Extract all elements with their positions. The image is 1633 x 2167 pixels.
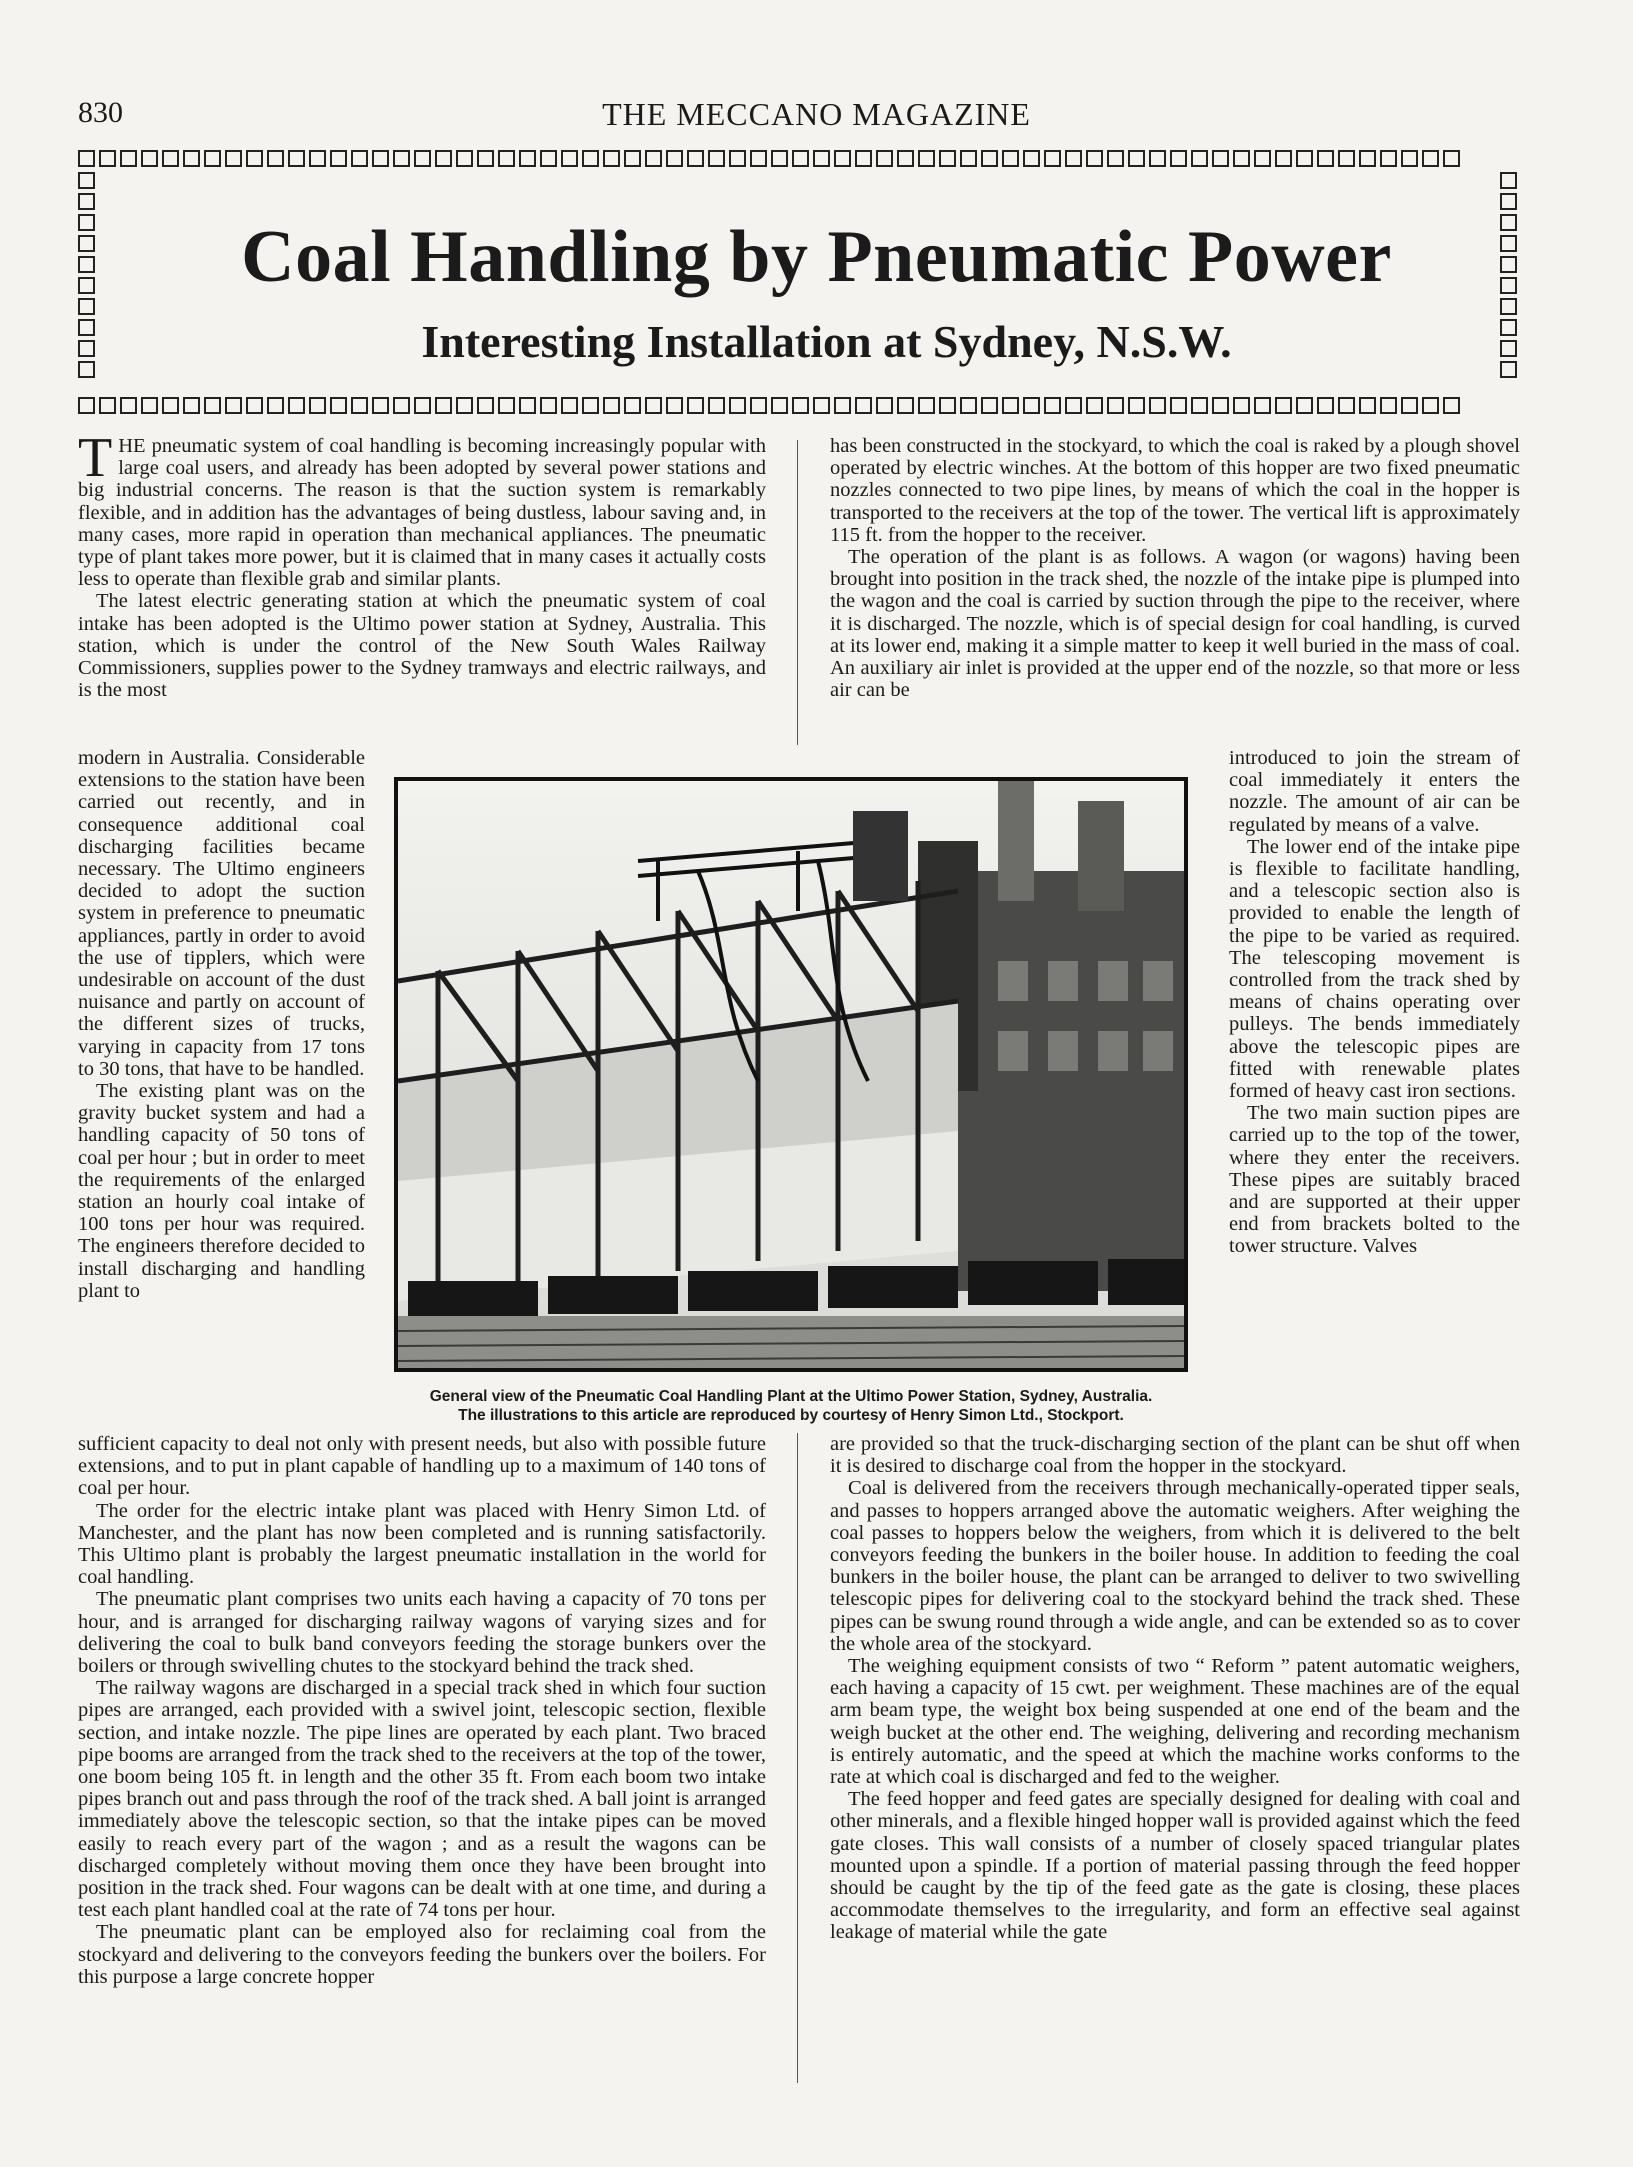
border-square [330, 150, 347, 167]
border-square [813, 150, 830, 167]
page-number: 830 [78, 96, 123, 129]
border-square [603, 150, 620, 167]
border-square [876, 397, 893, 414]
border-square [1170, 150, 1187, 167]
border-square [141, 150, 158, 167]
border-square [414, 397, 431, 414]
paragraph: The feed hopper and feed gates are specially designed for dealing with coal and other minerals, and a flexible hinged hopper wall is provided against which the feed gate closes. This wall consists of a number of closely spaced triangular plates mounted upon a spindle. If a portion of material passing through the feed hopper should be caught by the tip of the feed gate as the gate is closing, these places accommodate themselves to the irregularity, and form an effective seal against leakage of material while the gate [830, 1788, 1520, 1944]
plant-photograph [394, 777, 1188, 1372]
border-square [708, 397, 725, 414]
border-square [99, 150, 116, 167]
border-square [120, 397, 137, 414]
right-column-wrap [1229, 747, 1520, 1258]
border-square [435, 150, 452, 167]
border-square [981, 397, 998, 414]
border-square [540, 397, 557, 414]
border-square [1338, 150, 1355, 167]
border-square [1317, 397, 1334, 414]
border-square [708, 150, 725, 167]
column-divider [797, 440, 798, 745]
border-square [666, 397, 683, 414]
border-square [1128, 150, 1145, 167]
border-square [183, 150, 200, 167]
border-square [141, 397, 158, 414]
border-square [1191, 150, 1208, 167]
paragraph: introduced to join the stream of coal immediately it enters the nozzle. The amount of air can be regulated by means of a valve. [1229, 747, 1520, 836]
border-square [918, 150, 935, 167]
border-square [1086, 150, 1103, 167]
border-square [1044, 397, 1061, 414]
border-square [204, 150, 221, 167]
border-square [1443, 150, 1460, 167]
left-column-bottom [78, 1433, 766, 1988]
border-square [1170, 397, 1187, 414]
border-square [246, 397, 263, 414]
paragraph: The lower end of the intake pipe is flexible to facilitate handling, and a telescopic section also is provided to enable the length of the pipe to be varied as required. The telescoping movement is controlled from the track shed by means of chains operating over pulleys. The bends immediately above the telescopic pipes are fitted with renewable plates formed of heavy cast iron sections. [1229, 835, 1520, 1103]
border-square [540, 150, 557, 167]
border-square [1401, 150, 1418, 167]
border-square [456, 397, 473, 414]
border-square [792, 150, 809, 167]
border-square [267, 397, 284, 414]
border-square [771, 150, 788, 167]
border-square [288, 397, 305, 414]
paragraph: The operation of the plant is as follows. A wagon (or wagons) having been brought into position in the track shed, the nozzle of the intake pipe is plumped into the wagon and the coal is carried by suction through the pipe to the receiver, where it is discharged. The nozzle, which is of special design for coal handling, is curved at its lower end, making it a simple matter to keep it well buried in the mass of coal. An auxiliary air inlet is provided at the upper end of the nozzle, so that more or less air can be [830, 546, 1520, 702]
border-square [1317, 150, 1334, 167]
border-square [477, 397, 494, 414]
paragraph: are provided so that the truck-discharging section of the plant can be shut off when it is desired to discharge coal from the hopper in the stockyard. [830, 1433, 1520, 1478]
border-square [414, 150, 431, 167]
border-square [1128, 397, 1145, 414]
border-square [981, 150, 998, 167]
border-square [1401, 397, 1418, 414]
border-square [372, 397, 389, 414]
border-square [351, 150, 368, 167]
border-square [1443, 397, 1460, 414]
border-square [1275, 397, 1292, 414]
drop-cap: T [78, 427, 113, 489]
border-square [1254, 397, 1271, 414]
border-square [813, 397, 830, 414]
border-square [99, 397, 116, 414]
border-square [120, 150, 137, 167]
border-square [1149, 150, 1166, 167]
border-square [960, 397, 977, 414]
border-square [1065, 397, 1082, 414]
border-square [393, 397, 410, 414]
border-square [456, 150, 473, 167]
border-square [351, 397, 368, 414]
paragraph: The pneumatic plant can be employed also for reclaiming coal from the stockyard and delivering to the conveyors feeding the bunkers over the boilers. For this purpose a large concrete hopper [78, 1921, 766, 1988]
border-square [1065, 150, 1082, 167]
border-square [729, 150, 746, 167]
border-square [183, 397, 200, 414]
border-square [78, 397, 95, 414]
border-square [1002, 150, 1019, 167]
border-square [477, 150, 494, 167]
left-column-top [78, 427, 766, 702]
border-square [645, 397, 662, 414]
border-square [225, 150, 242, 167]
border-square [1380, 397, 1397, 414]
coal-plant-illustration [398, 781, 1184, 1368]
border-square [834, 150, 851, 167]
border-square [246, 150, 263, 167]
border-square [918, 397, 935, 414]
border-square [645, 150, 662, 167]
paragraph: The latest electric generating station at which the pneumatic system of coal intake has been adopted is the Ultimo power station at Sydney, Australia. This station, which is under the control of the New South Wales Railway Commissioners, supplies power to the Sydney tramways and electric railways, and is the most [78, 590, 766, 702]
border-square [204, 397, 221, 414]
border-square [498, 150, 515, 167]
border-square [624, 397, 641, 414]
border-square [603, 397, 620, 414]
border-square [393, 150, 410, 167]
border-square [1002, 397, 1019, 414]
border-square [1233, 150, 1250, 167]
border-square [1338, 397, 1355, 414]
border-square [162, 397, 179, 414]
border-square [1500, 298, 1517, 315]
border-square [1296, 397, 1313, 414]
left-column-wrap [78, 747, 365, 1302]
border-square [78, 298, 95, 315]
border-square [1500, 172, 1517, 189]
border-square [1212, 397, 1229, 414]
border-square [519, 397, 536, 414]
border-square [939, 397, 956, 414]
paragraph: modern in Australia. Considerable extensions to the station have been carried out recently, and in consequence additional coal discharging facilities became necessary. The Ultimo engineers decided to adopt the suction system in preference to pneumatic appliances, partly in order to avoid the use of tipplers, which were undesirable on account of the dust nuisance and partly on account of the different sizes of trucks, varying in capacity from 17 tons to 30 tons, that have to be handled. [78, 747, 365, 1080]
border-square [1023, 397, 1040, 414]
border-square [750, 397, 767, 414]
border-square [561, 150, 578, 167]
border-square [876, 150, 893, 167]
border-square [1359, 397, 1376, 414]
article-title: Coal Handling by Pneumatic Power [241, 216, 1392, 298]
border-square [1275, 150, 1292, 167]
border-square [288, 150, 305, 167]
magazine-title: THE MECCANO MAGAZINE [602, 96, 1031, 132]
photo-caption [394, 1387, 1188, 1425]
border-square [1023, 150, 1040, 167]
border-square [750, 150, 767, 167]
border-square [1233, 397, 1250, 414]
paragraph: The pneumatic plant comprises two units each having a capacity of 70 tons per hour, and is arranged for discharging railway wagons of varying sizes and for delivering the coal to bulk band conveyors feeding the storage bunkers over the boilers or through swivelling chutes to the stockyard behind the track shed. [78, 1588, 766, 1678]
border-square [771, 397, 788, 414]
border-square [435, 397, 452, 414]
border-square [1107, 397, 1124, 414]
border-square [225, 397, 242, 414]
paragraph: sufficient capacity to deal not only with present needs, but also with possible future extensions, and to put in plant capable of handling up to a maximum of 140 tons of coal per hour. [78, 1433, 766, 1500]
border-square [960, 150, 977, 167]
column-divider [797, 1433, 798, 2083]
border-square [1296, 150, 1313, 167]
border-square [330, 397, 347, 414]
border-square [897, 397, 914, 414]
paragraph: The order for the electric intake plant was placed with Henry Simon Ltd. of Manchester, and the plant has now been completed and is running satisfactorily. This Ultimo plant is probably the largest pneumatic installation in the world for coal handling. [78, 1499, 766, 1589]
border-square [582, 150, 599, 167]
border-square [1212, 150, 1229, 167]
right-column-bottom [830, 1433, 1520, 1944]
border-square [1086, 397, 1103, 414]
border-square [1359, 150, 1376, 167]
paragraph: The weighing equipment consists of two “ Reform ” patent automatic weighers, each having a capacity of 15 cwt. per weighment. These machines are of the equal arm beam type, the weight box being suspended at one end of the beam and the weigh bucket at the other end. The weighing, delivering and recording mechanism is entirely automatic, and the speed at which the machine works conforms to the rate at which coal is discharged and fed to the weigher. [830, 1655, 1520, 1789]
border-square [855, 150, 872, 167]
border-square [729, 397, 746, 414]
border-square [1044, 150, 1061, 167]
border-square [624, 150, 641, 167]
paragraph: Coal is delivered from the receivers through mechanically-operated tipper seals, and passes to hoppers arranged above the automatic weighers. After weighing the coal passes to hoppers below the weighers, from which it is delivered to the belt conveyors feeding the bunkers in the boiler house. In addition to feeding the coal bunkers in the boiler house, the plant can be arranged to deliver to two swivelling telescopic pipes for delivering coal to the stockyard behind the track shed. These pipes can be swung round through a wide angle, and can be extended so as to cover the whole area of the stockyard. [830, 1477, 1520, 1655]
border-square [1191, 397, 1208, 414]
border-square [519, 150, 536, 167]
paragraph: The railway wagons are discharged in a special track shed in which four suction pipes are arranged, each provided with a swivel joint, telescopic section, flexible section, and intake nozzle. The pipe lines are operated by each plant. Two braced pipe booms are arranged from the track shed to the receivers at the top of the tower, one boom being 105 ft. in length and the other 35 ft. From each boom two intake pipes branch out and pass through the roof of the track shed. A ball joint is arranged immediately above the telescopic section, so that the intake pipes can be moved easily to reach every part of the wagon ; and as a result the wagons can be discharged completely without moving them once they have been brought into position in the track shed. Four wagons can be dealt with at one time, and during a test each plant handled coal at the rate of 74 tons per hour. [78, 1677, 766, 1922]
border-square [78, 150, 95, 167]
border-square [309, 150, 326, 167]
paragraph: THE pneumatic system of coal handling is becoming increasingly popular with large coal users, and already has been adopted by several power stations and big industrial concerns. The reason is that the suction system is remarkably flexible, and in addition has the advantages of being dustless, labour saving and, in many cases, more rapid in operation than mechanical appliances. The pneumatic type of plant takes more power, but it is claimed that in many cases it actually costs less to operate than flexible grab and similar plants. [78, 427, 766, 591]
paragraph: has been constructed in the stockyard, to which the coal is raked by a plough shovel operated by electric winches. At the bottom of this hopper are two fixed pneumatic nozzles connected to two pipe lines, by means of which the coal in the hopper is transported to the receivers at the top of the tower. The vertical lift is approximately 115 ft. from the hopper to the receiver. [830, 435, 1520, 546]
border-square [855, 397, 872, 414]
border-square [1380, 150, 1397, 167]
border-square [666, 150, 683, 167]
border-square [687, 397, 704, 414]
border-square [309, 397, 326, 414]
border-square [1149, 397, 1166, 414]
border-square [897, 150, 914, 167]
border-square [1500, 193, 1517, 210]
border-square [162, 150, 179, 167]
border-square [1107, 150, 1124, 167]
right-column-top [830, 435, 1520, 701]
caption-line: General view of the Pneumatic Coal Handling Plant at the Ultimo Power Station, Sydney, Australia. [429, 1388, 1153, 1405]
border-square [1422, 150, 1439, 167]
border-square [792, 397, 809, 414]
border-square [561, 397, 578, 414]
article-subtitle: Interesting Installation at Sydney, N.S.W. [421, 316, 1232, 367]
paragraph: The existing plant was on the gravity bucket system and had a handling capacity of 50 tons of coal per hour ; but in order to meet the requirements of the enlarged station an hourly coal intake of 100 tons per hour was required. The engineers therefore decided to install discharging and handling plant to [78, 1080, 365, 1302]
border-square [498, 397, 515, 414]
border-square [582, 397, 599, 414]
border-square [78, 193, 95, 210]
caption-line: The illustrations to this article are reproduced by courtesy of Henry Simon Ltd., Stockport. [458, 1407, 1124, 1424]
border-square [1254, 150, 1271, 167]
border-square [939, 150, 956, 167]
border-square [78, 172, 95, 189]
paragraph: The two main suction pipes are carried up to the top of the tower, where they enter the receivers. These pipes are suitably braced and are supported at their upper end from brackets bolted to the tower structure. Valves [1229, 1102, 1520, 1258]
border-square [372, 150, 389, 167]
border-square [267, 150, 284, 167]
border-square [687, 150, 704, 167]
border-square [1422, 397, 1439, 414]
border-square [834, 397, 851, 414]
